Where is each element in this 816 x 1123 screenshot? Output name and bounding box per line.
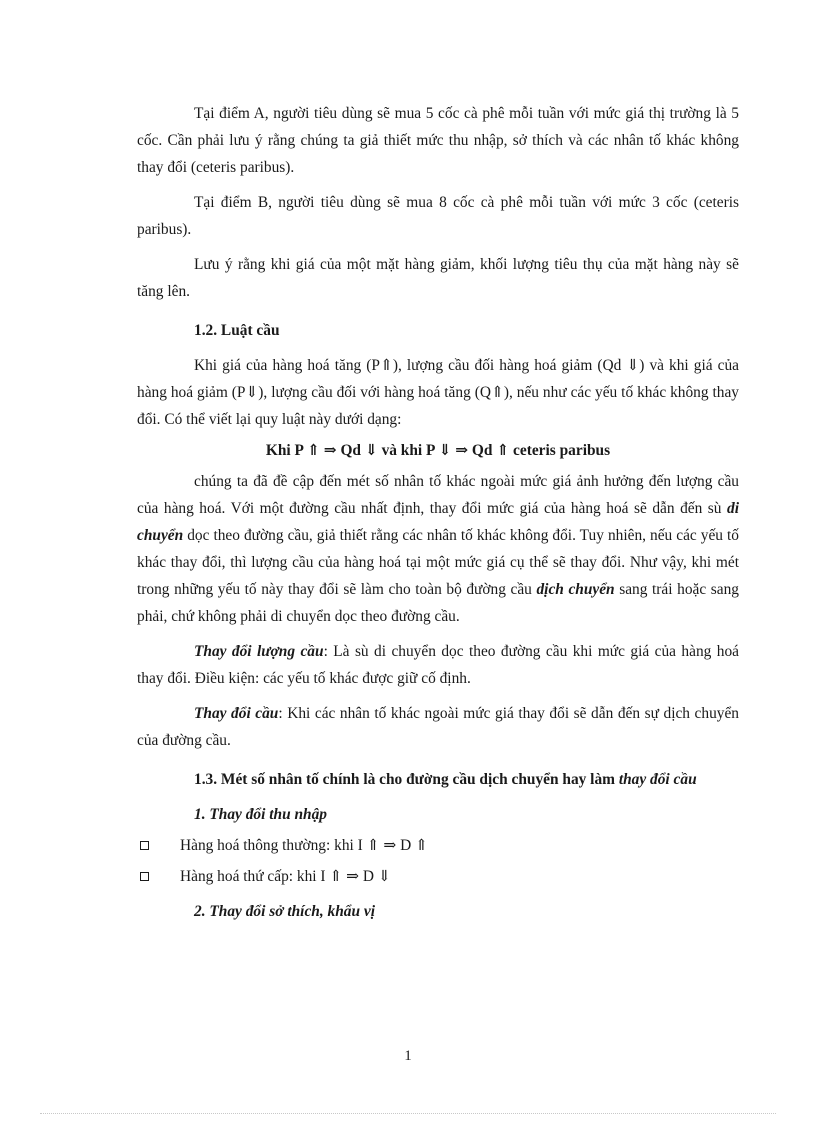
explanation-text-3: sang trái hoặc sang phải, chứ không phải di chuyển dọc theo đường cầu. bbox=[137, 581, 739, 625]
list-item bbox=[137, 832, 739, 859]
subheading-income: 1. Thay đổi thu nhập bbox=[194, 806, 327, 823]
page-number: 1 bbox=[404, 1048, 412, 1064]
definition-term: Thay đổi lượng cầu bbox=[194, 643, 324, 660]
subheading-preferences: 2. Thay đổi sở thích, khẩu vị bbox=[194, 903, 375, 920]
section-heading-text: 1.3. Mét số nhân tố chính là cho đường cầu dịch chuyển hay làm bbox=[194, 771, 619, 788]
document-page bbox=[137, 100, 739, 925]
paragraph-point-b: Tại điểm B, người tiêu dùng sẽ mua 8 cốc cà phê mỗi tuần với mức 3 cốc (ceteris paribus). bbox=[137, 194, 739, 238]
section-heading-emphasis: thay đổi cầu bbox=[618, 771, 697, 788]
definition-text: : Là sù di chuyển dọc theo đường cầu khi mức giá của hàng hoá thay đổi. Điều kiện: các yếu tố khác được giữ cố định. bbox=[137, 643, 739, 687]
footer-divider bbox=[40, 1113, 776, 1114]
paragraph-note: Lưu ý rằng khi giá của một mặt hàng giảm, khối lượng tiêu thụ của mặt hàng này sẽ tăng lên. bbox=[137, 256, 739, 300]
law-of-demand-text: Khi giá của hàng hoá tăng (P⇑), lượng cầu đối hàng hoá giảm (Qd ⇓) và khi giá của hàng hoá giảm (P⇓), lượng cầu đối với hàng hoá tăng (Q⇑), nếu như các yếu tố khác không thay đổi. Có thể viết lại quy luật này dưới dạng: bbox=[137, 357, 739, 428]
definition-demand-change bbox=[137, 700, 739, 754]
definition-quantity-change bbox=[137, 638, 739, 692]
paragraph-point-a: Tại điểm A, người tiêu dùng sẽ mua 5 cốc cà phê mỗi tuần với mức giá thị trường là 5 cốc. Cần phải lưu ý rằng chúng ta giả thiết mức thu nhập, sở thích và các nhân tố khác không thay đổi (ceteris paribus). bbox=[137, 105, 739, 176]
emphasis-shift: dịch chuyển bbox=[536, 581, 615, 598]
demand-formula: Khi P ⇑ ⇒ Qd ⇓ và khi P ⇓ ⇒ Qd ⇑ ceteris paribus bbox=[265, 442, 611, 459]
section-heading-1-2: 1.2. Luật cầu bbox=[194, 322, 280, 339]
explanation-text-2: dọc theo đường cầu, giả thiết rằng các nhân tố khác không đổi. Tuy nhiên, nếu các yếu tố khác thay đổi, thì lượng cầu của hàng hoá tại một mức giá cụ thể sẽ thay đổi. Như vậy, khi mét trong những yếu tố này thay đổi sẽ làm cho toàn bộ đường cầu bbox=[137, 527, 739, 598]
list-item-text: Hàng hoá thứ cấp: khi I ⇑ ⇒ D ⇓ bbox=[180, 868, 391, 885]
section-heading-1-3 bbox=[137, 766, 739, 793]
definition-text: : Khi các nhân tố khác ngoài mức giá thay đổi sẽ dẫn đến sự dịch chuyển của đường cầu. bbox=[137, 705, 740, 749]
definition-term: Thay đổi cầu bbox=[194, 705, 279, 722]
emphasis-movement: di chuyển bbox=[137, 500, 739, 544]
demand-explanation bbox=[137, 468, 739, 630]
square-bullet-icon bbox=[140, 872, 149, 881]
explanation-text-1: chúng ta đã đề cập đến mét số nhân tố khác ngoài mức giá ảnh hưởng đến lượng cầu của hàng hoá. Với một đường cầu nhất định, thay đổi mức giá của hàng hoá sẽ dẫn đến sù bbox=[137, 473, 739, 517]
square-bullet-icon bbox=[140, 841, 149, 850]
list-item-text: Hàng hoá thông thường: khi I ⇑ ⇒ D ⇑ bbox=[180, 837, 428, 854]
list-item bbox=[137, 863, 739, 890]
